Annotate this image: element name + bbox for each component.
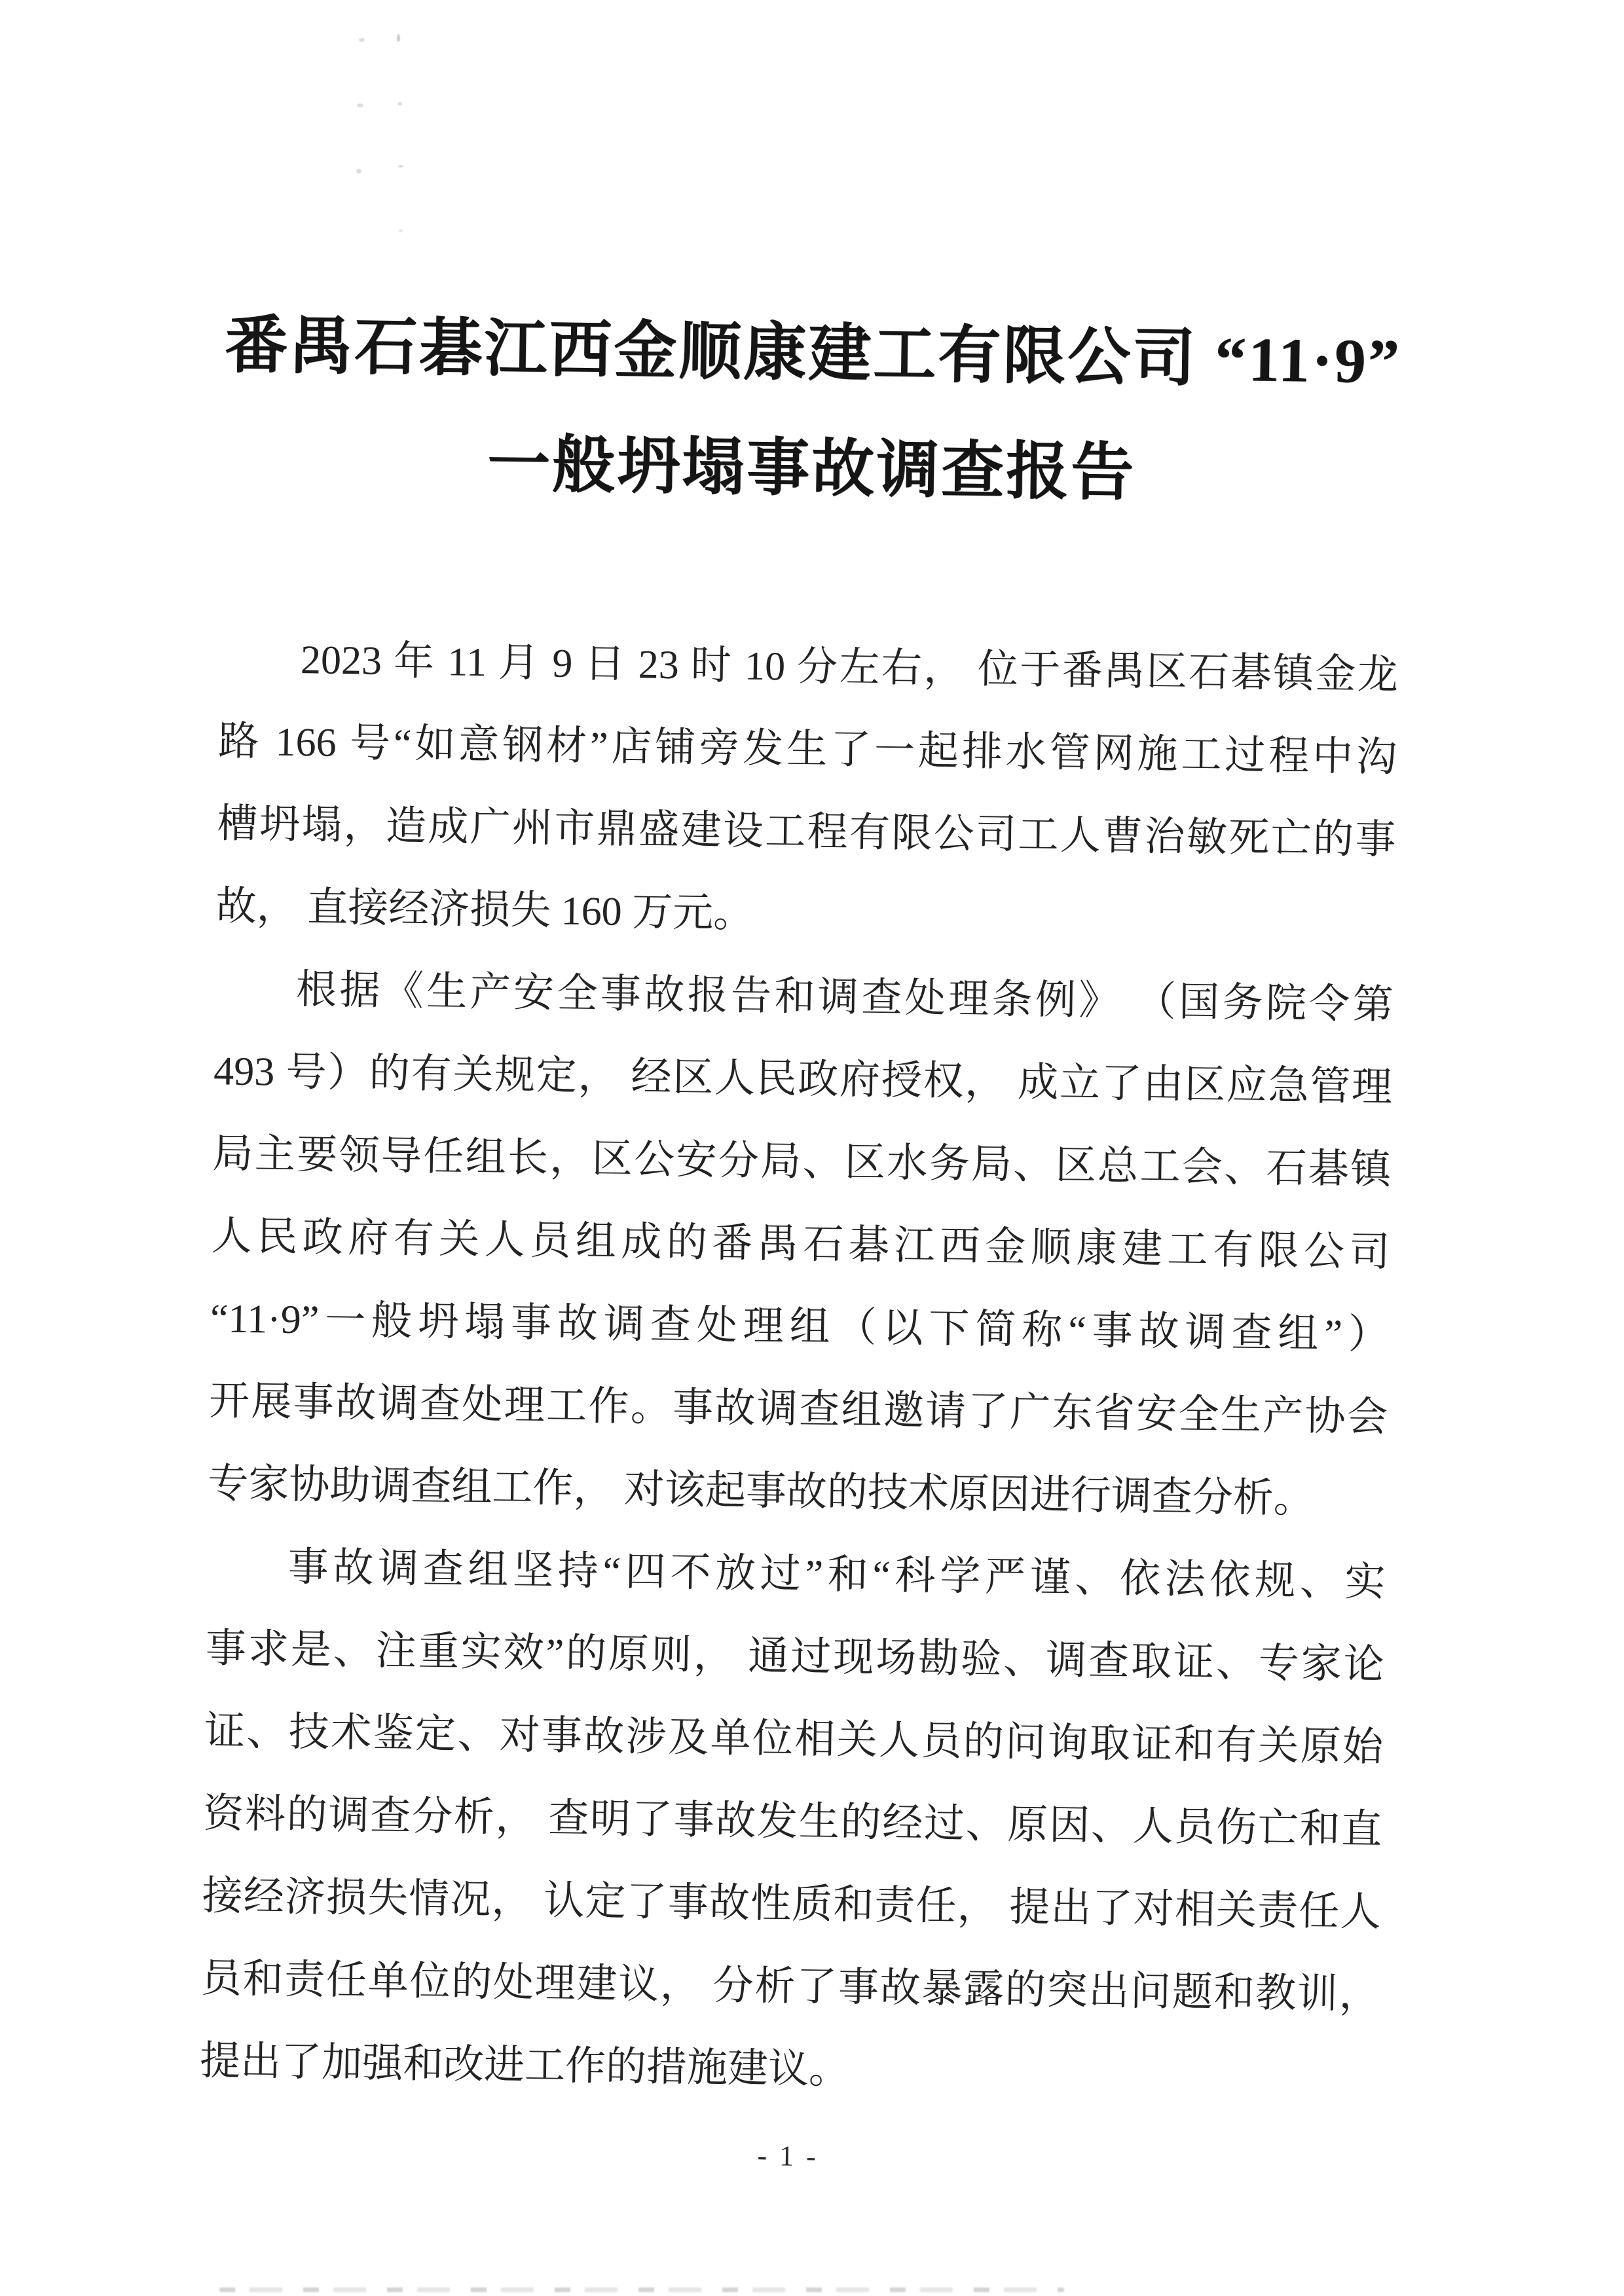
report-title [221,0,1407,535]
body-line: 专家协助调查组工作， 对该起事故的技术原因进行调查分析。 [207,1461,1315,1522]
body-line: 人民政府有关人员组成的番禺石碁江西金顺康建工有限公司 [211,1214,1391,1275]
body-line: 开展事故调查处理工作。事故调查组邀请了广东省安全生产协会 [208,1379,1388,1440]
scan-speck [397,34,400,42]
scan-speck [399,229,403,232]
paragraph [215,617,1399,964]
body-line: 故， 直接经济损失 160 万元。 [215,884,754,936]
scan-bleed-through [219,2287,1064,2292]
body-line: 局主要领导任组长，区公安分局、区水务局、区总工会、石碁镇 [212,1131,1392,1193]
body-line: 2023 年 11 月 9 日 23 时 10 分左右， 位于番禺区石碁镇金龙 [300,638,1399,698]
page-number: - 1 - [757,2140,819,2173]
body-line: “11·9”一般坍塌事故调查处理组（以下简称“事故调查组”） [210,1296,1390,1358]
paragraph [199,1525,1386,2119]
body-line: 路 166 号“如意钢材”店铺旁发生了一起排水管网施工过程中沟 [217,719,1397,780]
report-body [199,617,1398,2119]
body-line: 证、技术鉴定、对事故涉及单位相关人员的问询取证和有关原始 [204,1709,1384,1770]
body-line: 根据《生产安全事故报告和调查处理条例》 （国务院令第 [295,968,1394,1028]
scan-speck [357,103,363,107]
report-title-line-1: 番禺石碁江西金顺康建工有限公司 “11·9” [224,310,1402,397]
body-line: 493 号）的有关规定， 经区人民政府授权， 成立了由区应急管理 [213,1049,1393,1110]
body-line: 提出了加强和改进工作的措施建议。 [199,2039,850,2093]
body-line: 员和责任单位的处理建议， 分析了事故暴露的突出问题和教训， [200,1956,1380,2018]
report-title-line-2: 一般坍塌事故调查报告 [487,429,1136,508]
body-line: 事故调查组坚持“四不放过”和“科学严谨、依法依规、实 [287,1544,1386,1605]
body-line: 槽坍塌，造成广州市鼎盛建设工程有限公司工人曹治敏死亡的事 [217,801,1396,863]
body-line: 事求是、注重实效”的原则， 通过现场勘验、调查取证、专家论 [205,1626,1385,1688]
scan-speck [398,165,403,168]
scan-speck [397,102,402,105]
scan-speck [356,169,361,173]
scan-speck [359,38,365,42]
body-line: 资料的调查分析， 查明了事故发生的经过、原因、人员伤亡和直 [202,1791,1382,1853]
page-content [198,0,1407,2181]
paragraph [208,947,1394,1541]
body-line: 接经济损失情况， 认定了事故性质和责任， 提出了对相关责任人 [202,1874,1381,1935]
